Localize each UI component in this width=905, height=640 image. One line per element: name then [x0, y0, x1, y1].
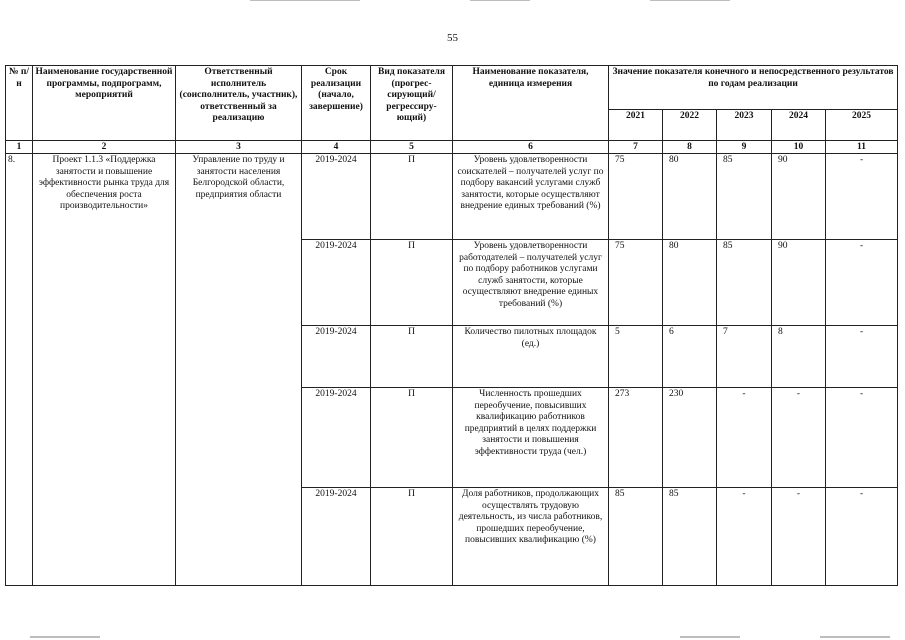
value-cell: 8	[772, 326, 826, 388]
type-cell: П	[371, 154, 453, 240]
value-cell: -	[772, 388, 826, 488]
value-cell: 6	[663, 326, 717, 388]
header-no: № п/н	[6, 66, 33, 141]
column-number: 2	[33, 141, 176, 154]
column-number: 1	[6, 141, 33, 154]
project-responsible: Управление по труду и занятости населения Белгородской области, предприятия области	[176, 154, 302, 586]
term-cell: 2019-2024	[302, 240, 371, 326]
scan-artifact-top	[650, 0, 730, 1]
value-cell: 7	[717, 326, 772, 388]
program-table	[5, 65, 898, 586]
value-cell: 75	[609, 240, 663, 326]
scan-artifact-top	[470, 0, 530, 1]
term-cell: 2019-2024	[302, 388, 371, 488]
scan-artifact-bottom	[820, 636, 890, 638]
term-cell: 2019-2024	[302, 154, 371, 240]
indicator-cell: Численность прошедших переобучение, повысивших квалификацию работников предприятий в целях поддержки занятости и повышения эффективности труда (чел.)	[453, 388, 609, 488]
value-cell: 273	[609, 388, 663, 488]
term-cell: 2019-2024	[302, 326, 371, 388]
scan-artifact-bottom	[680, 636, 740, 638]
value-cell: -	[826, 154, 898, 240]
indicator-cell: Количество пилотных площадок (ед.)	[453, 326, 609, 388]
project-name: Проект 1.1.3 «Поддержка занятости и повышение эффективности рынка труда для обеспечения роста производительности»	[33, 154, 176, 586]
value-cell: 80	[663, 154, 717, 240]
header-year: 2023	[717, 110, 772, 141]
type-cell: П	[371, 488, 453, 586]
column-number: 5	[371, 141, 453, 154]
value-cell: 85	[609, 488, 663, 586]
header-year: 2024	[772, 110, 826, 141]
scan-artifact-top	[250, 0, 360, 1]
header-indicator: Наименование показателя, единица измерения	[453, 66, 609, 141]
value-cell: -	[826, 240, 898, 326]
type-cell: П	[371, 326, 453, 388]
column-number: 3	[176, 141, 302, 154]
column-number: 9	[717, 141, 772, 154]
scan-artifact-bottom	[30, 636, 100, 638]
value-cell: 80	[663, 240, 717, 326]
column-number: 8	[663, 141, 717, 154]
column-number: 6	[453, 141, 609, 154]
page-number: 55	[447, 32, 458, 44]
indicator-cell: Уровень удовлетворенности работодателей – получателей услуг по подбору работников услугами служб занятости, которые осуществляют внедрение единых требований (%)	[453, 240, 609, 326]
header-year: 2022	[663, 110, 717, 141]
project-number: 8.	[6, 154, 33, 586]
indicator-cell: Уровень удовлетворенности соискателей – получателей услуг по подбору вакансий услугами служб занятости, которые осуществляют внедрение единых требований (%)	[453, 154, 609, 240]
header-term: Срок реализации (начало, завершение)	[302, 66, 371, 141]
type-cell: П	[371, 240, 453, 326]
header-responsible: Ответственный исполнитель (соисполнитель, участник), ответственный за реализацию	[176, 66, 302, 141]
header-row	[6, 66, 898, 110]
value-cell: 90	[772, 154, 826, 240]
value-cell: 230	[663, 388, 717, 488]
value-cell: 85	[717, 240, 772, 326]
header-type: Вид показателя (прогрес-сирующий/ регрессиру-ющий)	[371, 66, 453, 141]
column-number: 7	[609, 141, 663, 154]
column-numbers-row	[6, 141, 898, 154]
header-name: Наименование государственной программы, подпрограмм, мероприятий	[33, 66, 176, 141]
value-cell: 90	[772, 240, 826, 326]
value-cell: 5	[609, 326, 663, 388]
value-cell: -	[826, 488, 898, 586]
type-cell: П	[371, 388, 453, 488]
column-number: 4	[302, 141, 371, 154]
value-cell: -	[717, 388, 772, 488]
value-cell: -	[772, 488, 826, 586]
header-value-group: Значение показателя конечного и непосредственного результатов по годам реализации	[609, 66, 898, 110]
value-cell: -	[717, 488, 772, 586]
indicator-cell: Доля работников, продолжающих осуществлять трудовую деятельность, из числа работников, прошедших переобучение, повысивших квалификацию (%)	[453, 488, 609, 586]
value-cell: 85	[663, 488, 717, 586]
table-row	[6, 154, 898, 240]
term-cell: 2019-2024	[302, 488, 371, 586]
column-number: 10	[772, 141, 826, 154]
value-cell: 75	[609, 154, 663, 240]
header-year: 2021	[609, 110, 663, 141]
value-cell: -	[826, 388, 898, 488]
value-cell: 85	[717, 154, 772, 240]
header-year: 2025	[826, 110, 898, 141]
value-cell: -	[826, 326, 898, 388]
column-number: 11	[826, 141, 898, 154]
